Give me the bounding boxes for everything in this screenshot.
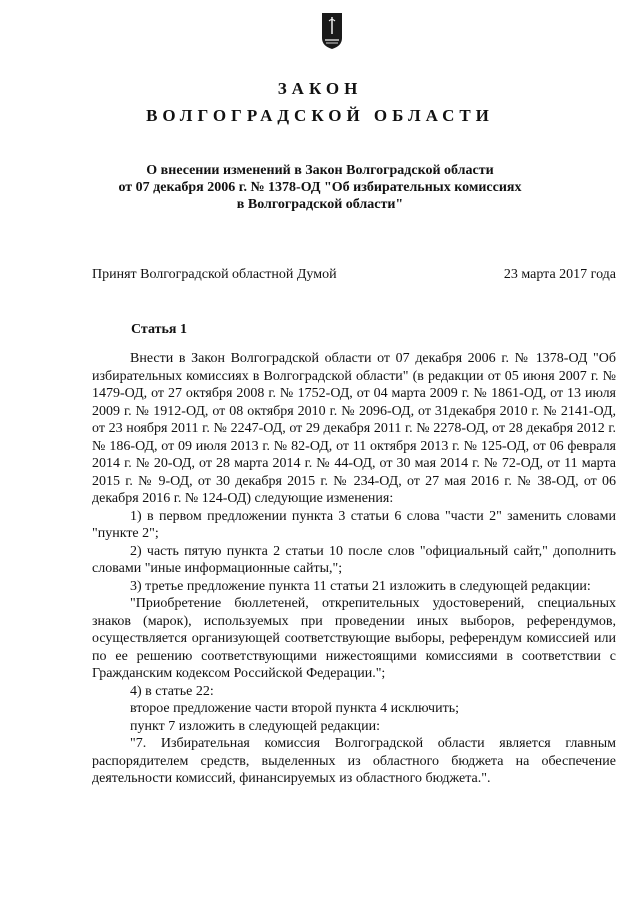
law-subtitle-line-2: от 07 декабря 2006 г. № 1378-ОД "Об избирательных комиссиях	[118, 180, 522, 195]
adoption-row	[92, 267, 616, 283]
paragraph-item-4a: второе предложение части второй пункта 4 исключить;	[130, 701, 459, 716]
paragraph-item-1: 1) в первом предложении пункта 3 статьи 6 слова "части 2" заменить словами "пункте 2";	[92, 508, 616, 541]
paragraph-item-3: 3) третье предложение пункта 11 статьи 21 изложить в следующей редакции:	[130, 578, 591, 594]
article-body	[92, 350, 616, 788]
law-subtitle-line-3: в Волгоградской области"	[236, 197, 404, 212]
paragraph-quote-1: "Приобретение бюллетеней, открепительных удостоверений, специальных знаков (марок), используемых при проведении иных выборов, референдумов, осуществляется организующей соответствующие выборы, референдум комиссией или по ее решению соответствующими нижестоящими комиссиями в соответствии с Гражданским кодексом Российской Федерации.";	[92, 596, 616, 681]
paragraph-quote-2: "7. Избирательная комиссия Волгоградской области является главным распорядителем средств, выделенных из областного бюджета на обеспечение деятельности комиссий, финансируемых из областного бюджета.".	[92, 736, 616, 786]
adopted-by: Принят Волгоградской областной Думой	[92, 267, 337, 282]
coat-of-arms-icon	[321, 12, 343, 50]
paragraph-intro: Внести в Закон Волгоградской области от 07 декабря 2006 г. № 1378-ОД "Об избирательных комиссиях в Волгоградской области" (в редакции от 05 июня 2007 г. № 1479-ОД, от 27 октября 2008 г. № 1752-ОД, от 04 марта 2009 г. № 1861-ОД, от 13 июля 2009 г. № 1912-ОД, от 08 октября 2010 г. № 2096-ОД, от 31декабря 2010 г. № 2141-ОД, от 23 ноября 2011 г. № 2247-ОД, от 29 декабря 2011 г. № 2278-ОД, от 28 декабря 2012 г. № 186-ОД, от 09 июля 2013 г. № 82-ОД, от 11 октября 2013 г. № 125-ОД, от 06 февраля 2014 г. № 20-ОД, от 28 марта 2014 г. № 44-ОД, от 30 мая 2014 г. № 72-ОД, от 11 марта 2015 г. № 9-ОД, от 30 декабря 2015 г. № 234-ОД, от 27 мая 2016 г. № 38-ОД, от 06 декабря 2016 г. № 124-ОД) следующие изменения:	[92, 351, 616, 506]
adoption-date: 23 марта 2017 года	[503, 267, 616, 282]
region-title: ВОЛГОГРАДСКОЙ ОБЛАСТИ	[146, 106, 494, 125]
law-subtitle-line-1: О внесении изменений в Закон Волгоградской области	[146, 163, 494, 178]
paragraph-item-4b: пункт 7 изложить в следующей редакции:	[130, 718, 380, 734]
paragraph-item-4: 4) в статье 22:	[130, 683, 214, 699]
article-heading: Статья 1	[131, 322, 187, 337]
paragraph-item-2: 2) часть пятую пункта 2 статьи 10 после слов "официальный сайт," дополнить словами "иные информационные сайты,";	[92, 543, 616, 576]
law-title: ЗАКОН	[277, 79, 363, 98]
